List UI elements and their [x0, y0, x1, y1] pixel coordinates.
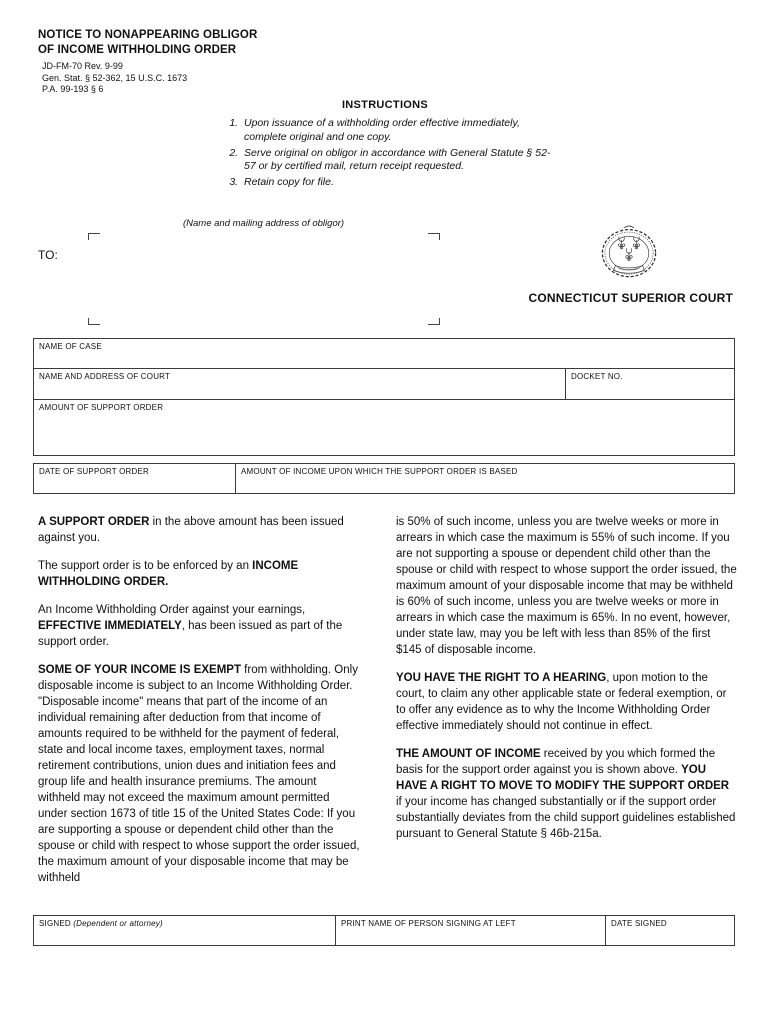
signed-note: (Dependent or attorney): [73, 919, 163, 928]
form-header: [38, 28, 257, 96]
print-name-label: PRINT NAME OF PERSON SIGNING AT LEFT: [341, 919, 516, 928]
case-info-table: [33, 338, 735, 456]
field-court-name-address[interactable]: [34, 369, 566, 399]
instruction-item: 1. Upon issuance of a withholding order effective immediately, complete original and one copy.: [241, 117, 555, 144]
to-label: TO:: [38, 248, 58, 262]
field-name-of-case[interactable]: [33, 339, 735, 369]
body-paragraph: YOU HAVE THE RIGHT TO A HEARING, upon motion to the court, to claim any other applicable state or federal exemption, or to offer any evidence as to why the Income Withholding Order effective immediately should not continue in effect.: [396, 672, 727, 732]
court-and-docket-row: [33, 369, 735, 400]
docket-no-label: DOCKET NO.: [571, 372, 623, 381]
body-paragraph: The support order is to be enforced by an INCOME WITHHOLDING ORDER.: [38, 560, 299, 588]
name-of-case-label: NAME OF CASE: [39, 342, 102, 351]
body-paragraph: is 50% of such income, unless you are twelve weeks or more in arrears in which case the maximum is 55% of such income. If you are not supporting a spouse or dependent child other than the spouse or child with respect to whose support the order issued, the maximum amount of your disposable income that may be withheld is 60% of such income, unless you are twelve weeks or more in arrears in which case the maximum is 65%. In no event, however, under state law, may you be left with less than 85% of the first $145 of disposable income.: [396, 516, 737, 656]
obligor-address-caption: (Name and mailing address of obligor): [183, 218, 345, 229]
field-date-of-support-order[interactable]: [34, 464, 236, 493]
instructions-items: [225, 117, 555, 190]
form-title-line1: NOTICE TO NONAPPEARING OBLIGOR: [38, 29, 258, 41]
date-of-support-order-label: DATE OF SUPPORT ORDER: [39, 467, 149, 476]
body-left-column: [38, 514, 360, 898]
form-title-line2: OF INCOME WITHHOLDING ORDER: [38, 44, 237, 56]
field-date-signed[interactable]: [606, 916, 734, 945]
statute-citation: Gen. Stat. § 52-362, 15 U.S.C. 1673: [42, 72, 188, 83]
corner-mark-bottom-left-icon: [88, 318, 100, 325]
court-name: CONNECTICUT SUPERIOR COURT: [528, 291, 733, 305]
body-paragraph: A SUPPORT ORDER in the above amount has been issued against you.: [38, 516, 344, 544]
field-docket-no[interactable]: [566, 369, 734, 399]
connecticut-state-seal-icon: [595, 224, 663, 286]
public-act-citation: P.A. 99-193 § 6: [42, 84, 104, 94]
obligor-address-area[interactable]: [88, 233, 440, 325]
corner-mark-bottom-right-icon: [428, 318, 440, 325]
corner-mark-top-right-icon: [428, 233, 440, 240]
court-name-address-label: NAME AND ADDRESS OF COURT: [39, 372, 171, 381]
instruction-item: 3. Retain copy for file.: [241, 176, 555, 190]
instructions-list: [225, 117, 555, 192]
body-right-column: [396, 514, 737, 854]
corner-mark-top-left-icon: [88, 233, 100, 240]
field-print-name[interactable]: [336, 916, 606, 945]
field-signed[interactable]: [34, 916, 336, 945]
signed-label: SIGNED (Dependent or attorney): [39, 919, 163, 928]
body-paragraph: An Income Withholding Order against your earnings, EFFECTIVE IMMEDIATELY, has been issued as part of the support order.: [38, 604, 343, 648]
body-paragraph: THE AMOUNT OF INCOME received by you which formed the basis for the support order against you is shown above. YOU HAVE A RIGHT TO MOVE TO MODIFY THE SUPPORT ORDER if your income has changed substantially or if the support order substantially deviates from the child support guidelines established pursuant to General Statute § 46b-215a.: [396, 748, 736, 840]
date-signed-label: DATE SIGNED: [611, 919, 667, 928]
signature-table: [33, 915, 735, 946]
form-citations: [38, 61, 257, 96]
field-amount-of-support-order[interactable]: [33, 400, 735, 456]
amount-of-income-label: AMOUNT OF INCOME UPON WHICH THE SUPPORT ORDER IS BASED: [241, 467, 518, 476]
form-number: JD-FM-70 Rev. 9-99: [42, 61, 123, 71]
amount-of-support-order-label: AMOUNT OF SUPPORT ORDER: [39, 403, 164, 412]
instructions-heading: INSTRUCTIONS: [341, 99, 429, 111]
instruction-item: 2. Serve original on obligor in accordance with General Statute § 52-57 or by certified mail, return receipt requested.: [241, 147, 555, 174]
body-paragraph: SOME OF YOUR INCOME IS EXEMPT from withholding. Only disposable income is subject to an Income Withholding Order. "Disposable income" means that part of the income of an individual remaining after deduction from that income of amounts required to be withheld for the payment of federal, state and local income taxes, employment taxes, normal retirement contributions, union dues and initiation fees and group life and health insurance premiums. The amount withheld may not exceed the maximum amount permitted under section 1673 of title 15 of the United States Code: If you are supporting a spouse or dependent child other than the spouse or child with respect to whose support the order issued, the maximum amount of your disposable income that may be withheld: [38, 664, 360, 884]
field-amount-of-income[interactable]: [236, 464, 734, 493]
support-order-detail-table: [33, 463, 735, 494]
